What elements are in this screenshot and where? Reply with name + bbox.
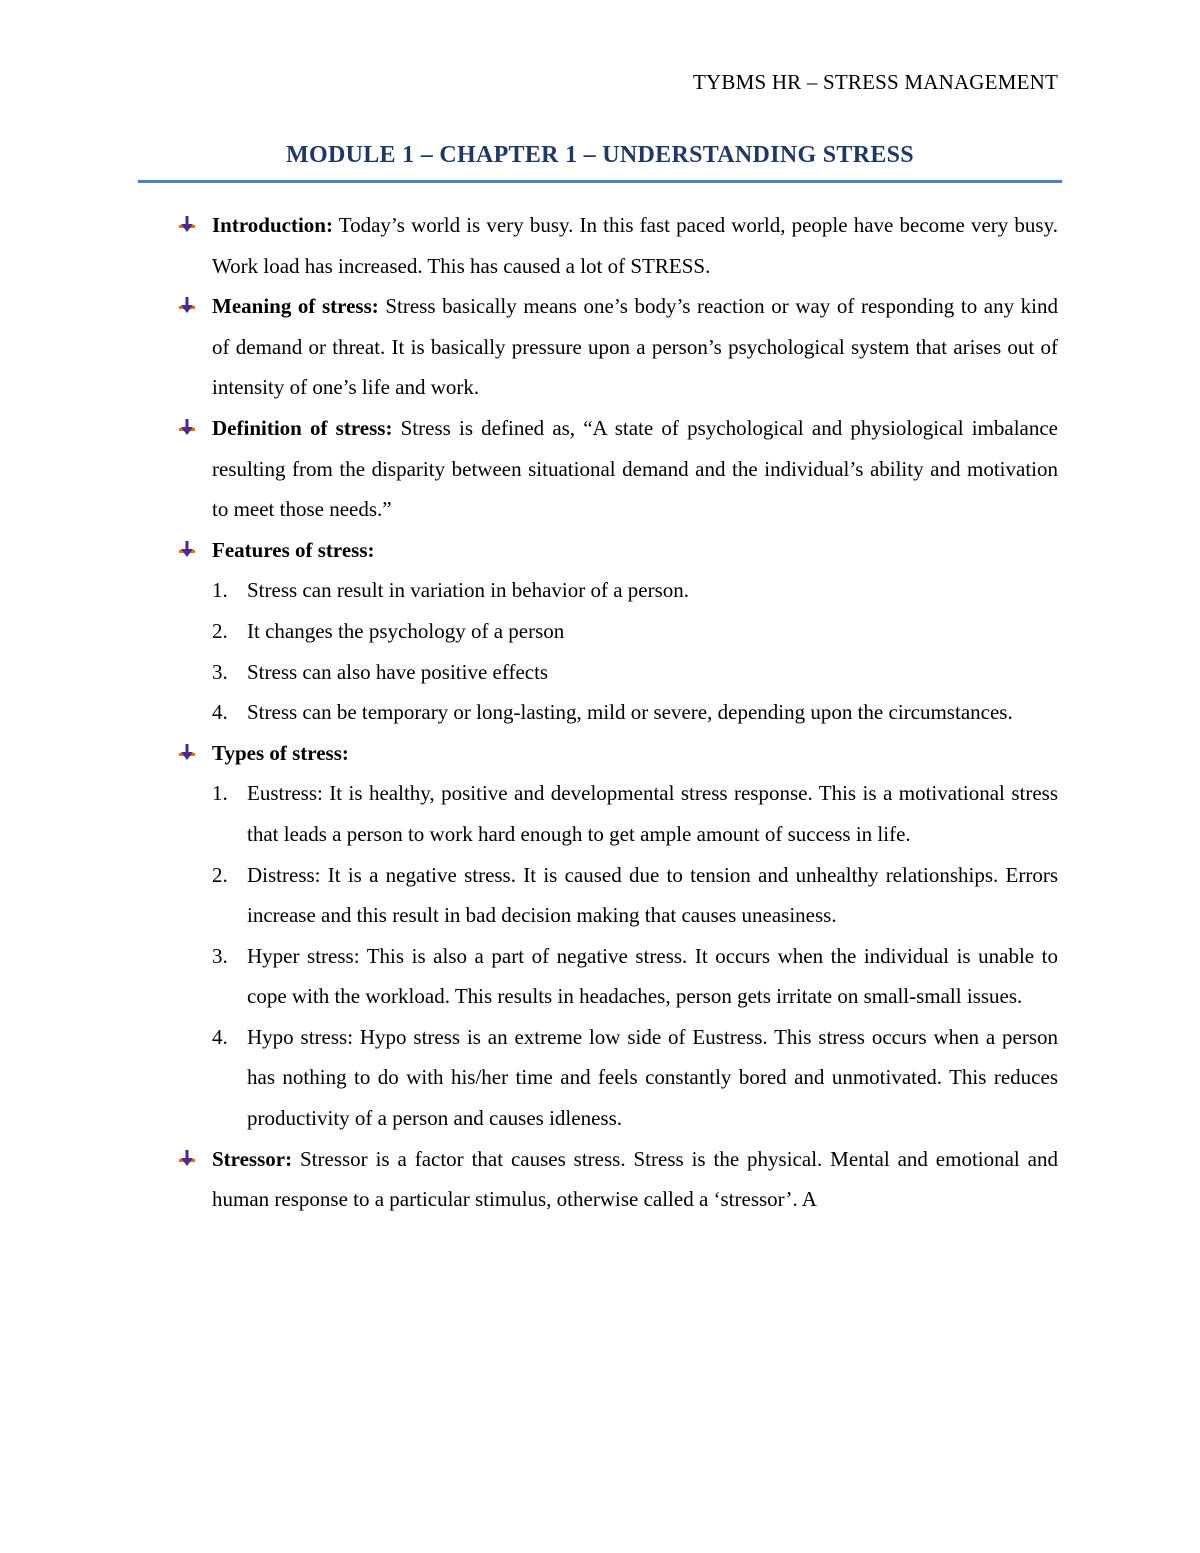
arrow-bullet-icon [176, 296, 198, 318]
section-meaning [176, 286, 1058, 408]
title-underline [138, 180, 1062, 183]
list-item-text: Distress: It is a negative stress. It is caused due to tension and unhealthy relationships. Errors increase and this result in bad decision making that causes uneasiness. [247, 862, 1058, 928]
list-number: 3. [212, 943, 228, 968]
section-features [176, 530, 1058, 571]
types-list [176, 773, 1058, 1138]
list-number: 1. [212, 578, 228, 603]
section-heading: Types of stress: [212, 740, 349, 765]
section-heading: Meaning of stress: [212, 294, 379, 319]
section-text: Stressor is a factor that causes stress. Stress is the physical. Mental and emotional and human response to a particular stimulus, otherwise called a ‘stressor’. A [212, 1146, 1058, 1212]
section-text: Stress is defined as, “A state of psychological and physiological imbalance resulting from the disparity between situational demand and the individual’s ability and motivation to meet those needs.” [212, 415, 1059, 522]
list-item-text: Hypo stress: Hypo stress is an extreme low side of Eustress. This stress occurs when a person has nothing to do with his/her time and feels constantly bored and unmotivated. This reduces productivity of a person and causes idleness. [247, 1024, 1058, 1131]
running-header: TYBMS HR – STRESS MANAGEMENT [693, 70, 1058, 94]
features-list [176, 570, 1058, 732]
list-number: 4. [212, 700, 228, 725]
list-number: 2. [212, 618, 228, 643]
list-item [176, 611, 1058, 652]
list-item [176, 652, 1058, 693]
list-number: 2. [212, 862, 228, 887]
list-item-text: Eustress: It is healthy, positive and developmental stress response. This is a motivational stress that leads a person to work hard enough to get ample amount of success in life. [247, 781, 1058, 846]
section-types [176, 733, 1058, 774]
arrow-bullet-icon [176, 215, 198, 237]
section-definition [176, 408, 1058, 530]
list-item [176, 570, 1058, 611]
document-body [176, 205, 1058, 1220]
arrow-bullet-icon [176, 1149, 198, 1171]
arrow-bullet-icon [176, 540, 198, 562]
section-heading: Stressor: [212, 1146, 293, 1171]
section-heading: Introduction: [212, 213, 333, 237]
list-number: 1. [212, 781, 228, 806]
arrow-bullet-icon [176, 418, 198, 440]
arrow-bullet-icon [176, 743, 198, 765]
list-item-text: It changes the psychology of a person [247, 618, 565, 643]
list-item [176, 692, 1058, 733]
section-text: Stress basically means one’s body’s reaction or way of responding to any kind of demand or threat. It is basically pressure upon a person’s psychological system that arises out of intensity of one’s life and work. [212, 294, 1059, 400]
list-number: 4. [212, 1024, 228, 1049]
section-heading: Definition of stress: [212, 415, 393, 440]
list-item-text: Stress can also have positive effects [247, 659, 549, 684]
section-heading: Features of stress: [212, 537, 375, 562]
list-number: 3. [212, 659, 228, 684]
section-stressor [176, 1139, 1058, 1220]
list-item [176, 773, 1058, 854]
list-item [176, 855, 1058, 936]
list-item-text: Hyper stress: This is also a part of negative stress. It occurs when the individual is unable to cope with the workload. This results in headaches, person gets irritate on small-small issues. [247, 943, 1058, 1009]
list-item-text: Stress can be temporary or long-lasting, mild or severe, depending upon the circumstances. [247, 700, 1013, 725]
list-item [176, 1017, 1058, 1139]
page-title: MODULE 1 – CHAPTER 1 – UNDERSTANDING STRESS [286, 142, 914, 168]
section-introduction [176, 205, 1058, 286]
list-item [176, 936, 1058, 1017]
list-item-text: Stress can result in variation in behavior of a person. [247, 578, 690, 603]
section-text: Today’s world is very busy. In this fast paced world, people have become very busy. Work load has increased. This has caused a lot of STRESS. [212, 213, 1058, 278]
